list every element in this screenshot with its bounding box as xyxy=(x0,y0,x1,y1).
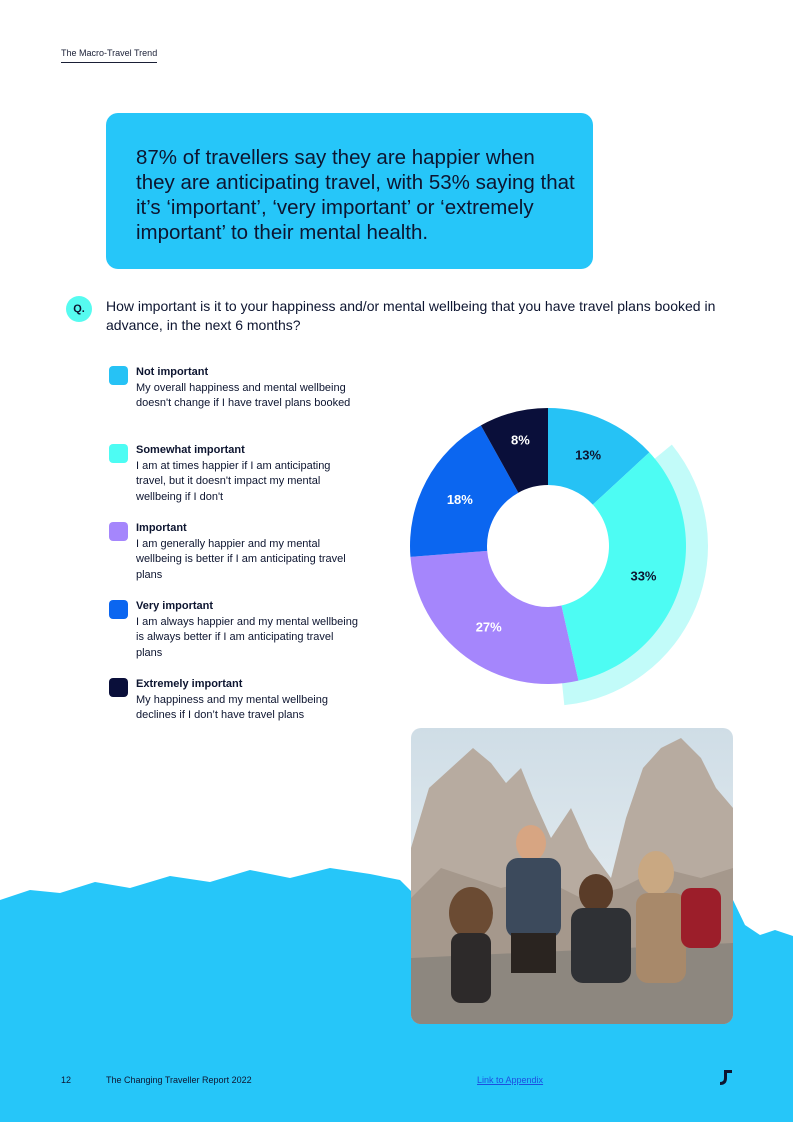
slice-label-important: 27% xyxy=(475,619,502,635)
slice-label-extremely-important: 8% xyxy=(510,432,530,448)
legend-description: I am at times happier if I am anticipating travel, but it doesn't impact my mental wellbeing if I don't xyxy=(136,459,331,503)
legend-description: I am always happier and my mental wellbeing is always better if I am anticipating travel plans xyxy=(136,615,358,659)
report-title: The Changing Traveller Report 2022 xyxy=(106,1075,252,1085)
callout-text: 87% of travellers say they are happier when they are anticipating travel, with 53% saying that it’s ‘important’, ‘very important’ or ‘extremely important’ to their mental health. xyxy=(136,146,575,244)
slice-label-somewhat-important: 33% xyxy=(630,568,657,584)
slice-label-very-important: 18% xyxy=(446,491,473,507)
legend-description: I am generally happier and my mental wellbeing is better if I am anticipating travel plans xyxy=(136,537,346,581)
brand-logo-icon xyxy=(719,1069,733,1086)
donut-slice-important xyxy=(410,551,578,684)
page-number: 12 xyxy=(61,1075,72,1085)
legend-title: Very important xyxy=(136,600,214,612)
photo-illustration xyxy=(411,728,733,1024)
legend-title: Somewhat important xyxy=(136,444,245,456)
appendix-link[interactable]: Link to Appendix xyxy=(477,1075,544,1085)
slice-label-not-important: 13% xyxy=(575,447,602,463)
travellers-photo xyxy=(411,728,733,1024)
section-tag: The Macro-Travel Trend xyxy=(61,48,157,63)
question-badge: Q. xyxy=(66,296,92,322)
question-text: How important is it to your happiness and/or mental wellbeing that you have travel plans booked in advance, in the next 6 months? xyxy=(106,298,716,333)
legend-title: Important xyxy=(136,522,187,534)
legend-title: Extremely important xyxy=(136,678,243,690)
legend-title: Not important xyxy=(136,366,209,378)
legend-description: My overall happiness and mental wellbeing doesn't change if I have travel plans booked xyxy=(136,381,351,409)
legend-description: My happiness and my mental wellbeing declines if I don’t have travel plans xyxy=(136,693,328,721)
